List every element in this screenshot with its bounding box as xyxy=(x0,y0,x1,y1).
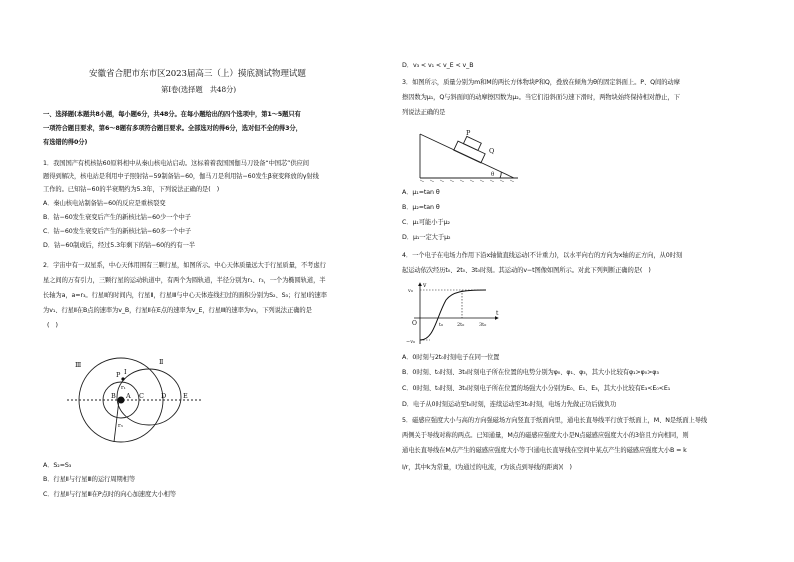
page-title: 安徽省合肥市东市区2023届高三（上）摸底测试物理试题 xyxy=(89,69,306,79)
question-line: 星之间的万有引力，三颗行星的运动轨道中，有两个为圆轨道，半径分别为r₁、r₃，一个为椭圆轨道，半 xyxy=(43,277,326,284)
label-2t0: 2t₀ xyxy=(457,322,465,328)
label-origin: O xyxy=(412,320,417,327)
label-q: Q xyxy=(489,147,495,155)
option-c: C．μ₁可能小于μ₂ xyxy=(402,219,450,226)
question-line: 长轴为a，a=r₃。行星Ⅱ的时间内，行星Ⅱ，行星Ⅲ与中心天体连线扫过的面积分别为S₂、S₃；行星Ⅰ的速率 xyxy=(43,292,327,299)
question-line: 通电长直导线在M点产生的磁感应强度大小等于(通电长直导线在空间中某点产生的磁感应强度大小B = k xyxy=(402,447,687,454)
angle-arc xyxy=(500,172,501,178)
option-a: A．秦山核电站制备钴−60的反应是重核裂变 xyxy=(43,200,166,207)
instruction-line: 一、选择题(本题共8小题，每小题6分，共48分。在每小题给出的四个选项中，第1～5题只有 xyxy=(43,111,301,118)
label-iii: Ⅲ xyxy=(75,361,82,369)
point-p xyxy=(121,377,124,380)
label-a: A xyxy=(126,392,131,400)
option-a: A．0时刻与2t₀时刻电子在同一位置 xyxy=(402,354,500,361)
block-p xyxy=(463,136,481,150)
option-b: B．钴−60发生衰变后产生的新核比钴−60少一个中子 xyxy=(43,214,191,221)
label-v0: v₀ xyxy=(408,288,413,294)
option-a: A．S₂=S₃ xyxy=(43,462,72,469)
question-line: 工作的。已知钴−60的半衰期约为5.3年，下列说法正确的是( ) xyxy=(43,186,220,193)
question-line: ( ) xyxy=(47,322,58,329)
option-c: C．0时刻、t₀时刻、3t₀时刻电子所在位置的场强大小分别为E₀、E₁、E₃，其大小比较有E₃<E₀<E₁ xyxy=(402,385,671,392)
label-v: v xyxy=(423,282,427,289)
option-b: B．μ₂=tan θ xyxy=(402,204,440,211)
q2-option-d: D．v₃ < v₁ < v_E < v_B xyxy=(402,62,474,69)
question-line: 5．磁感应强度大小与高的方向强磁场方向竖直于纸面向里，通电长直导线平行放于纸面上，M、N是纸面上导线 xyxy=(402,417,708,424)
central-body xyxy=(118,397,125,404)
question-line: 擦因数为μ₁，Q与斜面间的动摩擦因数为μ₂。当它们沿斜面匀速下滑时，两物块始终保持相对静止，下 xyxy=(402,94,680,101)
question-line: 3．如图所示，质量分别为m和M的两长方体物块P和Q，叠放在倾角为θ的固定斜面上。P、Q间的动摩 xyxy=(402,79,680,86)
option-b: B．行星Ⅱ与行星Ⅲ的运行周期相等 xyxy=(43,476,136,483)
question-line: 4．一个电子在电场力作用下沿x轴做直线运动(不计重力)，以水平向右的方向为x轴的正方向，从0时刻 xyxy=(402,252,683,259)
question-line: 列说法正确的是 xyxy=(402,109,446,116)
question-line: 2．宇宙中有一双星系，中心天体用围有三颗行星，如图所示。中心天体质量远大于行星质量，不考虑行 xyxy=(43,262,326,269)
question-line: 1．我国国产有机核钴60原料相中从秦山核电站启动。这标着着我国国伽马刀设备“中国芯”供应间 xyxy=(43,160,309,167)
radius-line xyxy=(114,400,119,442)
question-line: 起运动依次经历t₀、2t₀、3t₀时刻。其运动的v−t图像如图所示。对此下列判断正确的是( ) xyxy=(402,267,651,274)
label-ii: Ⅱ xyxy=(159,358,164,366)
question-line: I/r，其中k为常量，I为通过的电流，r为该点到导线的距离)( ) xyxy=(402,464,572,471)
vt-graph xyxy=(406,280,504,346)
label-b: B xyxy=(111,392,116,400)
question-line: 两侧关于导线对称的两点。已知通量，M点的磁感应强度大小是N点磁感应强度大小的3倍且方向相同，则 xyxy=(402,432,689,439)
option-d: D．钴−60制成后，经过5.3年剩下的钴−60的约有一半 xyxy=(43,242,195,249)
option-d: D．μ₁一定大于μ₂ xyxy=(402,234,451,241)
label-neg-v0: −v₀ xyxy=(406,339,416,345)
label-p: P xyxy=(466,129,471,137)
option-b: B．0时刻、t₀时刻、3t₀时刻电子所在位置的电势分别为φ₀、φ₁、φ₃，其大小比较有φ₁>φ₀>φ₃ xyxy=(402,369,659,376)
question-line: 为v₁、行星Ⅱ在B点的速率为v_B，行星Ⅱ在E点的速率为v_E，行星Ⅲ的速率为v₃，下列说法正确的是 xyxy=(43,307,312,314)
option-c: C．钴−60发生衰变后产生的新核比钴−60多一个中子 xyxy=(43,228,192,235)
label-t: t xyxy=(496,310,499,317)
orbit-diagram xyxy=(63,355,213,455)
label-theta: θ xyxy=(491,172,495,178)
label-c: C xyxy=(139,392,144,400)
option-a: A．μ₁=tan θ xyxy=(402,189,440,196)
label-i: Ⅰ xyxy=(124,368,127,376)
incline-diagram xyxy=(418,124,523,182)
instruction-line: 一项符合题目要求，第6～8题有多项符合题目要求。全部选对的得6分，选对但不全的得3分， xyxy=(43,125,302,132)
velocity-curve xyxy=(420,290,486,340)
label-r3: r₃ xyxy=(118,423,123,429)
section-heading: 第Ⅰ卷(选择题 共48分) xyxy=(161,85,236,94)
label-p: P xyxy=(116,371,121,379)
question-line: 题得到解决，核电站是利用中子照射钴−59制备钴−60，伽马刀是利用钴−60发生β衰变释放的γ射线 xyxy=(43,173,319,180)
option-c: C．行星Ⅱ与行星Ⅲ在P点时的向心加速度大小相等 xyxy=(43,491,176,498)
label-d: D xyxy=(161,392,167,400)
label-r1: r₁ xyxy=(121,385,126,391)
label-3t0: 3t₀ xyxy=(479,322,487,328)
option-d: D．电子从0时刻运动至t₀时刻，连续运动至3t₀时刻，电场力先做正功后做负功 xyxy=(402,401,617,408)
label-t0: t₀ xyxy=(439,322,444,328)
label-e: E xyxy=(183,392,188,400)
instruction-line: 有选错的得0分) xyxy=(43,139,88,146)
